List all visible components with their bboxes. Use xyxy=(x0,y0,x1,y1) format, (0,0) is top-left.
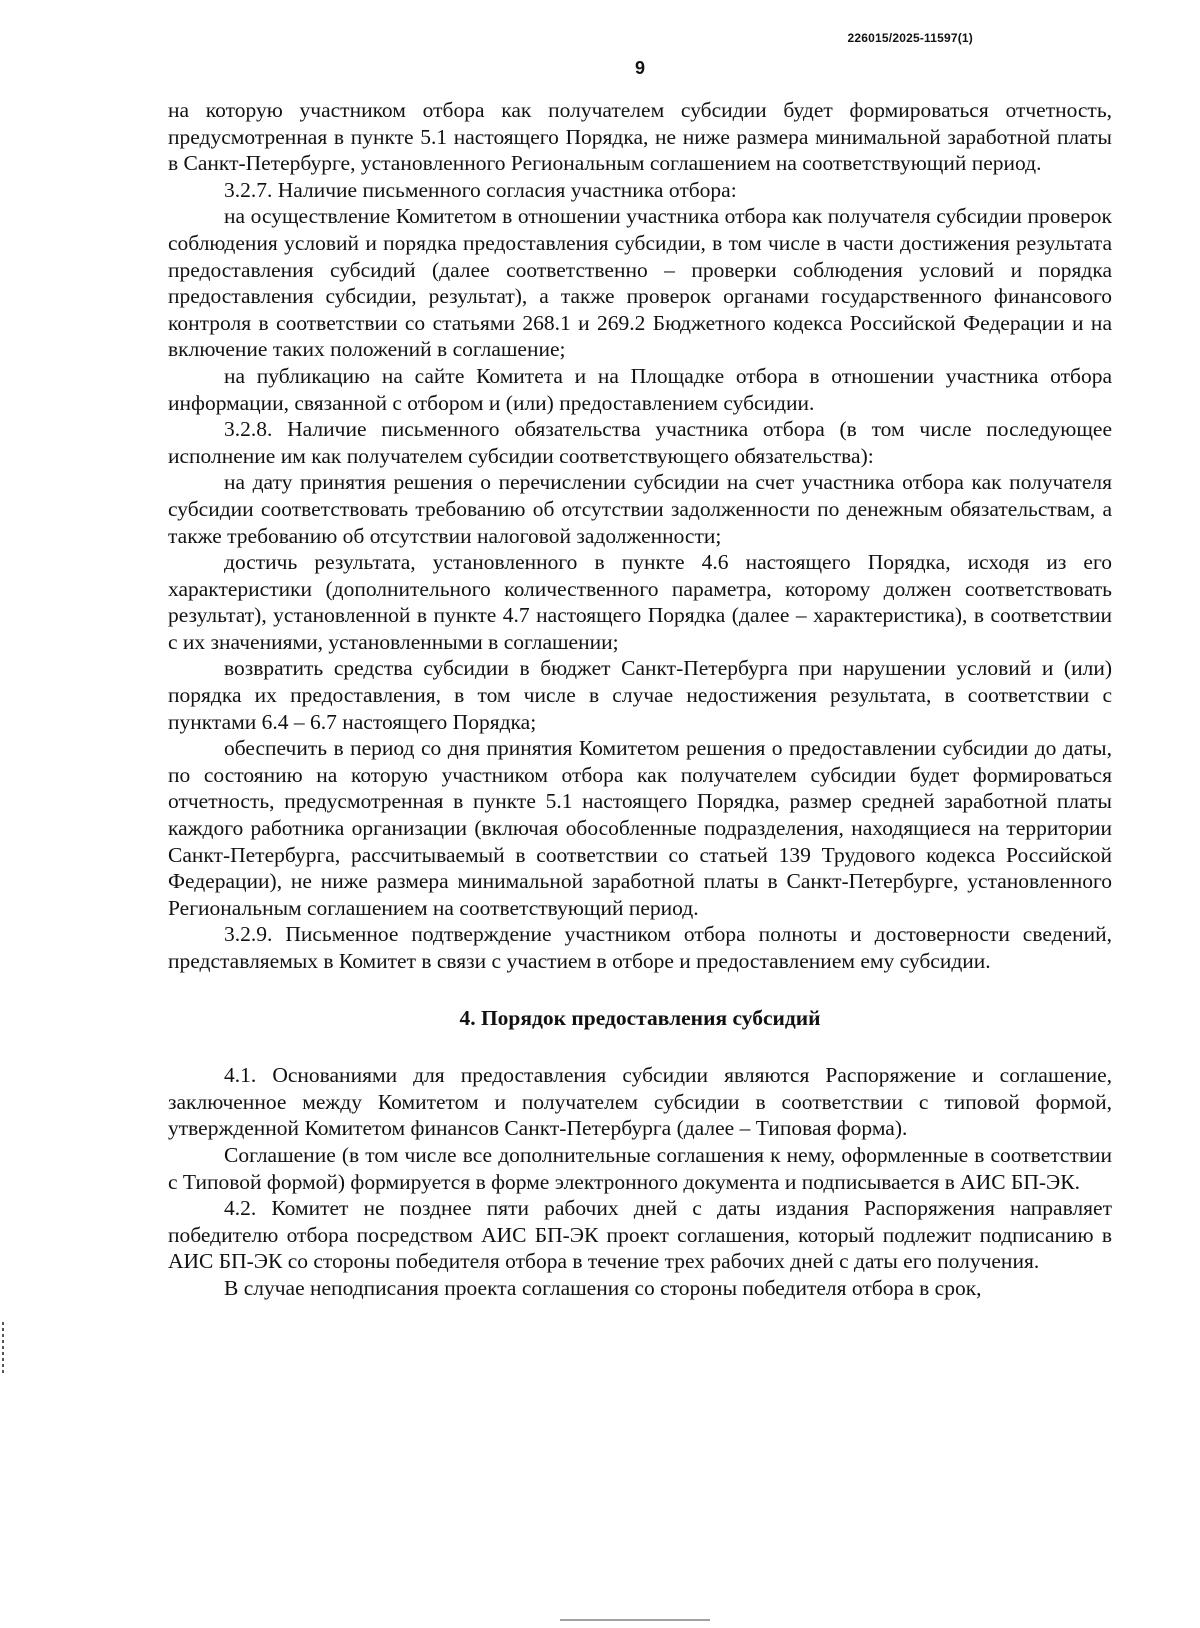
paragraph: обеспечить в период со дня принятия Комитетом решения о предоставлении субсидии до даты, по состоянию на которую участником отбора как получателем субсидии будет формироваться отчетность, предусмотренная в пункте 5.1 настоящего Порядка, размер средней заработной платы каждого работника организации (включая обособленные подразделения, находящиеся на территории Санкт-Петербурга, рассчитываемый в соответствии со статьей 139 Трудового кодекса Российской Федерации), не ниже размера минимальной заработной платы в Санкт-Петербурге, установленного Региональным соглашением на соответствующий период. xyxy=(168,736,1112,920)
paragraph: на дату принятия решения о перечислении субсидии на счет участника отбора как получателя субсидии соответствовать требованию об отсутствии задолженности по денежным обязательствам, а также требованию об отсутствии налоговой задолженности; xyxy=(168,470,1112,548)
paragraph: 4.2. Комитет не позднее пяти рабочих дней с даты издания Распоряжения направляет победителю отбора посредством АИС БП-ЭК проект соглашения, который подлежит подписанию в АИС БП-ЭК со стороны победителя отбора в течение трех рабочих дней с даты его получения. xyxy=(168,1196,1112,1274)
paragraph: Соглашение (в том числе все дополнительные соглашения к нему, оформленные в соответствии с Типовой формой) формируется в форме электронного документа и подписывается в АИС БП-ЭК. xyxy=(168,1142,1112,1194)
paragraph: 3.2.9. Письменное подтверждение участником отбора полноты и достоверности сведений, представляемых в Комитет в связи с участием в отборе и предоставлением ему субсидии. xyxy=(168,922,1112,973)
paragraph: на осуществление Комитетом в отношении участника отбора как получателя субсидии проверок соблюдения условий и порядка предоставления субсидии, в том числе в части достижения результата предоставления субсидий (далее соответственно – проверки соблюдения условий и порядка предоставления субсидии, результат), а также проверок органами государственного финансового контроля в соответствии со статьями 268.1 и 269.2 Бюджетного кодекса Российской Федерации и на включение таких положений в соглашение; xyxy=(168,204,1112,362)
paragraph: достичь результата, установленного в пункте 4.6 настоящего Порядка, исходя из его характеристики (дополнительного количественного параметра, которому должен соответствовать результат), установленной в пункте 4.7 настоящего Порядка (далее – характеристика), в соответствии с их значениями, установленными в соглашении; xyxy=(168,550,1112,654)
paragraph: 3.2.7. Наличие письменного согласия участника отбора: xyxy=(224,177,737,202)
paragraph: на публикацию на сайте Комитета и на Площадке отбора в отношении участника отбора информации, связанной с отбором и (или) предоставлением субсидии. xyxy=(168,363,1112,415)
paragraph: В случае неподписания проекта соглашения со стороны победителя отбора в срок, xyxy=(224,1275,982,1300)
paragraph: 4.1. Основаниями для предоставления субсидии являются Распоряжение и соглашение, заключенное между Комитетом и получателем субсидии в соответствии с типовой формой, утвержденной Комитетом финансов Санкт-Петербурга (далее – Типовая форма). xyxy=(168,1063,1112,1141)
scan-margin-mark xyxy=(2,1322,4,1374)
section-heading: 4. Порядок предоставления субсидий xyxy=(459,1005,821,1030)
page-number: 9 xyxy=(634,58,645,78)
scan-edge-line xyxy=(560,1619,710,1621)
paragraph: возвратить средства субсидии в бюджет Санкт-Петербурга при нарушении условий и (или) порядка их предоставления, в том числе в случае недостижения результата, в соответствии с пунктами 6.4 – 6.7 настоящего Порядка; xyxy=(168,656,1112,734)
document-body xyxy=(168,97,1112,1302)
paragraph: на которую участником отбора как получателем субсидии будет формироваться отчетность, предусмотренная в пункте 5.1 настоящего Порядка, не ниже размера минимальной заработной платы в Санкт-Петербурге, установленного Региональным соглашением на соответствующий период. xyxy=(168,98,1112,176)
registration-number: 226015/2025-11597(1) xyxy=(847,31,973,45)
paragraph: 3.2.8. Наличие письменного обязательства участника отбора (в том числе последующее исполнение им как получателем субсидии соответствующего обязательства): xyxy=(168,417,1112,468)
